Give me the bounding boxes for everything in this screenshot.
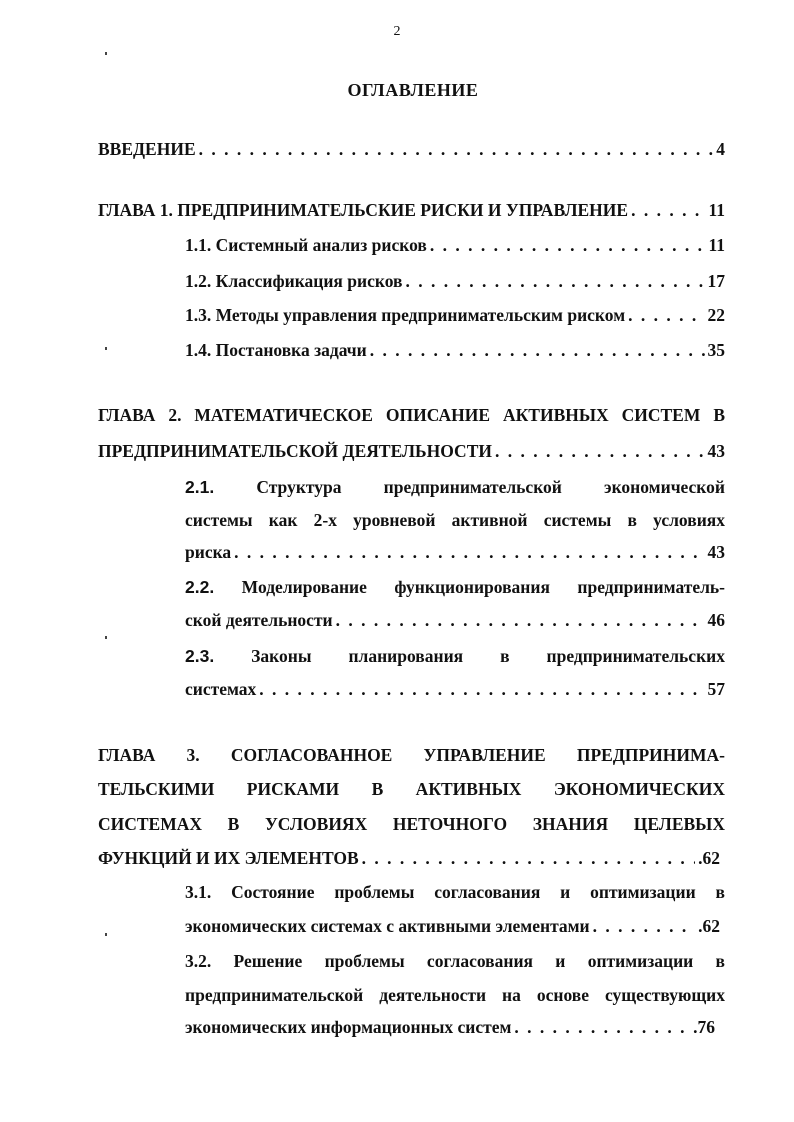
toc-section-page: .76 bbox=[693, 1017, 715, 1037]
toc-section-label: экономических системах с активными элементами bbox=[185, 916, 590, 936]
toc-section-page: .62 bbox=[698, 916, 720, 936]
toc-chapter-1 bbox=[98, 200, 725, 221]
toc-chapter-title: ГЛАВА 1. ПРЕДПРИНИМАТЕЛЬСКИЕ РИСКИ И УПРАВЛЕНИЕ bbox=[98, 200, 629, 220]
toc-section-number: 2.3. bbox=[185, 646, 215, 666]
toc-chapter-2 bbox=[98, 441, 725, 462]
page-title: ОГЛАВЛЕНИЕ bbox=[347, 80, 479, 100]
toc-section-2-3-line bbox=[185, 646, 725, 667]
toc-section-label: системах bbox=[185, 679, 257, 699]
toc-section-label: 1.4. Постановка задачи bbox=[185, 340, 367, 360]
toc-section-1-1 bbox=[185, 235, 725, 256]
toc-leader-dots bbox=[405, 271, 704, 292]
toc-section-number: 2.1. bbox=[185, 477, 215, 497]
toc-leader-dots bbox=[199, 139, 714, 160]
page-number: 2 bbox=[393, 24, 401, 39]
toc-chapter-3 bbox=[98, 848, 720, 869]
scan-mark bbox=[105, 52, 107, 55]
toc-section-page: 17 bbox=[707, 271, 725, 291]
toc-chapter-title: ПРЕДПРИНИМАТЕЛЬСКОЙ ДЕЯТЕЛЬНОСТИ bbox=[98, 441, 492, 461]
toc-entry-label: ВВЕДЕНИЕ bbox=[98, 139, 196, 159]
scan-mark bbox=[105, 933, 107, 936]
toc-leader-dots bbox=[514, 1017, 690, 1038]
toc-section-3-2-line: 3.2. Решение проблемы согласования и оптимизации в bbox=[185, 951, 725, 971]
toc-leader-dots bbox=[259, 679, 704, 700]
toc-section-label: риска bbox=[185, 542, 232, 562]
toc-entry-intro bbox=[98, 139, 725, 160]
toc-section-2-2-line bbox=[185, 577, 725, 598]
toc-section-label: экономических информационных систем bbox=[185, 1017, 512, 1037]
toc-chapter-3-title-line: ТЕЛЬСКИМИ РИСКАМИ В АКТИВНЫХ ЭКОНОМИЧЕСКИХ bbox=[98, 779, 725, 799]
toc-section-2-1 bbox=[185, 542, 725, 563]
toc-section-label: Законы планирования в предпринимательских bbox=[251, 646, 725, 666]
toc-section-label: Структура предпринимательской экономической bbox=[256, 477, 725, 497]
toc-section-3-1 bbox=[185, 916, 720, 937]
toc-section-label: Моделирование функционирования предприниматель- bbox=[241, 577, 726, 597]
toc-leader-dots bbox=[628, 305, 704, 326]
toc-section-page: 46 bbox=[707, 610, 725, 630]
toc-section-3-2-line: предпринимательской деятельности на основе существующих bbox=[185, 985, 725, 1005]
toc-section-2-1-line: системы как 2-х уровневой активной системы в условиях bbox=[185, 510, 725, 530]
toc-entry-page: 4 bbox=[716, 139, 725, 159]
toc-section-page: 57 bbox=[707, 679, 725, 699]
toc-leader-dots bbox=[495, 441, 705, 462]
toc-leader-dots bbox=[370, 340, 705, 361]
toc-section-3-1-line: 3.1. Состояние проблемы согласования и оптимизации в bbox=[185, 882, 725, 902]
toc-leader-dots bbox=[336, 610, 705, 631]
toc-section-1-4 bbox=[185, 340, 725, 361]
scan-mark bbox=[105, 636, 107, 639]
toc-section-page: 11 bbox=[708, 235, 725, 255]
toc-section-page: 35 bbox=[707, 340, 725, 360]
toc-chapter-page: 43 bbox=[707, 441, 725, 461]
toc-section-label: ской деятельности bbox=[185, 610, 333, 630]
toc-section-2-3 bbox=[185, 679, 725, 700]
toc-leader-dots bbox=[234, 542, 704, 563]
toc-section-2-2 bbox=[185, 610, 725, 631]
toc-section-1-2 bbox=[185, 271, 725, 292]
toc-section-1-3 bbox=[185, 305, 725, 326]
toc-leader-dots bbox=[362, 848, 695, 869]
toc-chapter-3-title-line: СИСТЕМАХ В УСЛОВИЯХ НЕТОЧНОГО ЗНАНИЯ ЦЕЛЕВЫХ bbox=[98, 814, 725, 834]
toc-leader-dots bbox=[631, 200, 705, 221]
toc-leader-dots bbox=[430, 235, 706, 256]
toc-section-3-2 bbox=[185, 1017, 715, 1038]
toc-section-2-1-line bbox=[185, 477, 725, 498]
toc-section-number: 2.2. bbox=[185, 577, 215, 597]
toc-chapter-3-title-line: ГЛАВА 3. СОГЛАСОВАННОЕ УПРАВЛЕНИЕ ПРЕДПРИНИМА- bbox=[98, 745, 725, 765]
scan-mark bbox=[105, 347, 107, 350]
toc-chapter-page: .62 bbox=[698, 848, 720, 868]
toc-chapter-title: ФУНКЦИЙ И ИХ ЭЛЕМЕНТОВ bbox=[98, 848, 359, 868]
toc-chapter-2-title-line: ГЛАВА 2. МАТЕМАТИЧЕСКОЕ ОПИСАНИЕ АКТИВНЫХ СИСТЕМ В bbox=[98, 405, 725, 425]
toc-section-page: 22 bbox=[707, 305, 725, 325]
toc-leader-dots bbox=[593, 916, 695, 937]
toc-section-label: 1.3. Методы управления предпринимательским риском bbox=[185, 305, 626, 325]
toc-section-label: 1.1. Системный анализ рисков bbox=[185, 235, 427, 255]
toc-section-page: 43 bbox=[707, 542, 725, 562]
toc-section-label: 1.2. Классификация рисков bbox=[185, 271, 403, 291]
toc-chapter-page: 11 bbox=[708, 200, 725, 220]
